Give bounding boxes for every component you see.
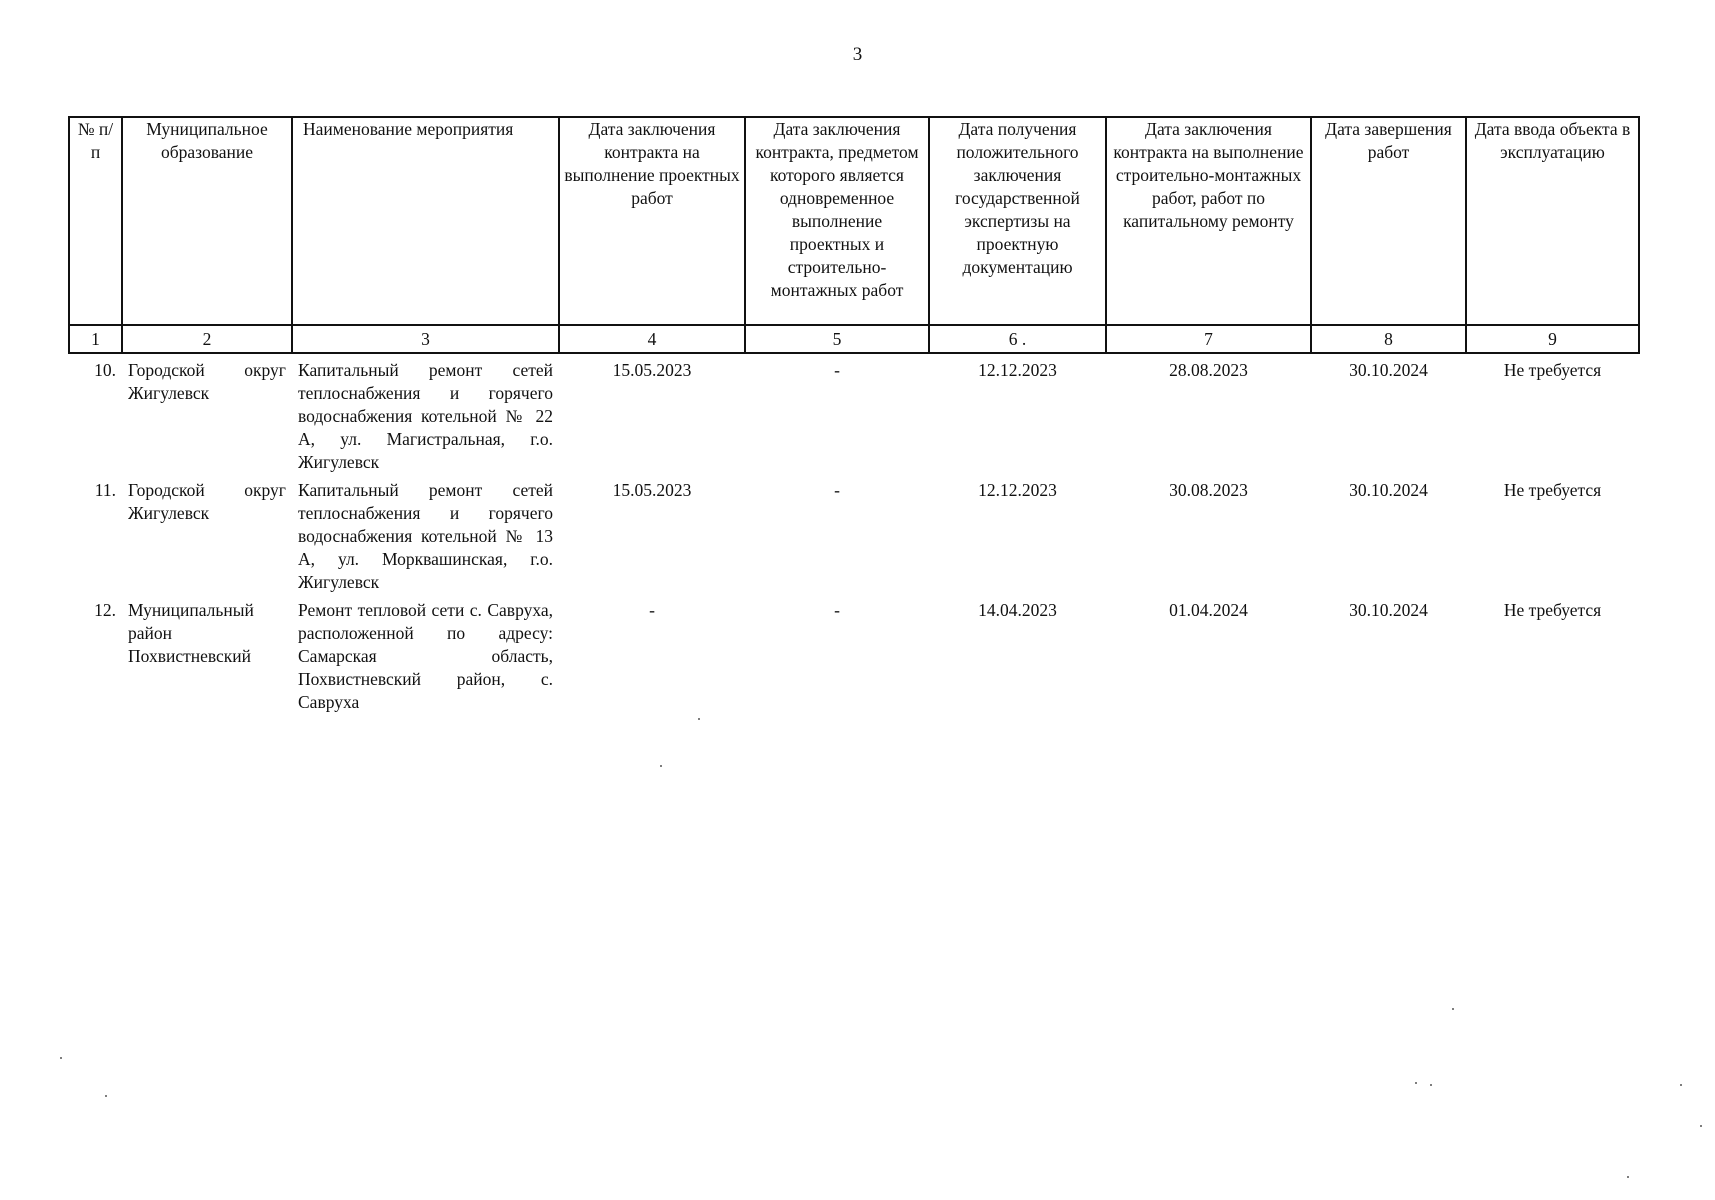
row-commissioning: Не требуется — [1503, 480, 1602, 500]
row-completion-date: 30.10.2024 — [1349, 360, 1428, 380]
row-activity: Ремонт тепловой сети с. Савруха, расположенной по адресу: Самарская область, Похвистневский район, с. Савруха — [298, 600, 553, 712]
row-design-contract-date: - — [649, 600, 655, 620]
header-cell-municipality: Муниципальное образование — [122, 117, 292, 325]
scan-speck — [1415, 1082, 1417, 1084]
scan-speck — [660, 765, 662, 767]
row-expertise-date: 14.04.2023 — [978, 600, 1057, 620]
scan-speck — [1627, 1176, 1629, 1178]
row-expertise-date: 12.12.2023 — [978, 480, 1057, 500]
row-number: 11. — [94, 480, 116, 500]
page-number: 3 — [852, 44, 863, 65]
row-municipality: Городской округ Жигулевск — [128, 480, 286, 523]
row-expertise-date: 12.12.2023 — [978, 360, 1057, 380]
row-municipality: Городской округ Жигулевск — [128, 360, 286, 403]
row-number: 10. — [94, 360, 116, 380]
table-row — [69, 474, 1639, 594]
row-number: 12. — [94, 600, 116, 620]
column-number: 2 — [122, 325, 292, 353]
scan-speck — [1430, 1084, 1432, 1086]
header-row — [69, 117, 1639, 325]
header-cell-commissioning: Дата ввода объекта в эксплуатацию — [1466, 117, 1639, 325]
scan-speck — [1680, 1084, 1682, 1086]
row-construction-contract-date: 30.08.2023 — [1169, 480, 1248, 500]
row-design-contract-date: 15.05.2023 — [612, 480, 692, 500]
row-combined-contract-date: - — [834, 360, 840, 380]
header-cell-activity: Наименование мероприятия — [292, 117, 559, 325]
row-activity: Капитальный ремонт сетей теплоснабжения и горячего водоснабжения котельной № 13 А, ул. Морквашинская, г.о. Жигулевск — [298, 480, 553, 592]
row-construction-contract-date: 28.08.2023 — [1169, 360, 1248, 380]
header-cell-combined-contract: Дата заключения контракта, предметом которого является одновременное выполнение проектных и строительно-монтажных работ — [745, 117, 929, 325]
row-combined-contract-date: - — [834, 480, 840, 500]
row-activity: Капитальный ремонт сетей теплоснабжения и горячего водоснабжения котельной № 22 А, ул. Магистральная, г.о. Жигулевск — [298, 360, 553, 472]
scan-speck — [1700, 1125, 1702, 1127]
table-row — [69, 353, 1639, 474]
scan-speck — [60, 1057, 62, 1059]
column-number: 6 . — [929, 325, 1106, 353]
scan-speck — [1452, 1008, 1454, 1010]
schedule-table — [68, 116, 1640, 719]
row-design-contract-date: 15.05.2023 — [612, 360, 692, 380]
row-commissioning: Не требуется — [1503, 600, 1602, 620]
row-completion-date: 30.10.2024 — [1349, 480, 1428, 500]
column-number: 4 — [559, 325, 745, 353]
column-number: 3 — [292, 325, 559, 353]
header-cell-construction-contract: Дата заключения контракта на выполнение строительно-монтажных работ, работ по капитальному ремонту — [1106, 117, 1311, 325]
table-row — [69, 594, 1639, 719]
column-number-row — [69, 325, 1639, 353]
column-number: 5 — [745, 325, 929, 353]
column-number: 9 — [1466, 325, 1639, 353]
column-number: 1 — [69, 325, 122, 353]
scan-speck — [105, 1095, 107, 1097]
row-construction-contract-date: 01.04.2024 — [1169, 600, 1248, 620]
row-municipality: Муниципальный район Похвистневский — [128, 600, 254, 666]
header-cell-number: № п/п — [69, 117, 122, 325]
header-cell-design-contract: Дата заключения контракта на выполнение проектных работ — [559, 117, 745, 325]
row-commissioning: Не требуется — [1503, 360, 1602, 380]
row-completion-date: 30.10.2024 — [1349, 600, 1428, 620]
header-cell-completion: Дата завершения работ — [1311, 117, 1466, 325]
scan-speck — [698, 718, 700, 720]
column-number: 7 — [1106, 325, 1311, 353]
header-cell-expertise: Дата получения положительного заключения государственной экспертизы на проектную документацию — [929, 117, 1106, 325]
row-combined-contract-date: - — [834, 600, 840, 620]
column-number: 8 — [1311, 325, 1466, 353]
